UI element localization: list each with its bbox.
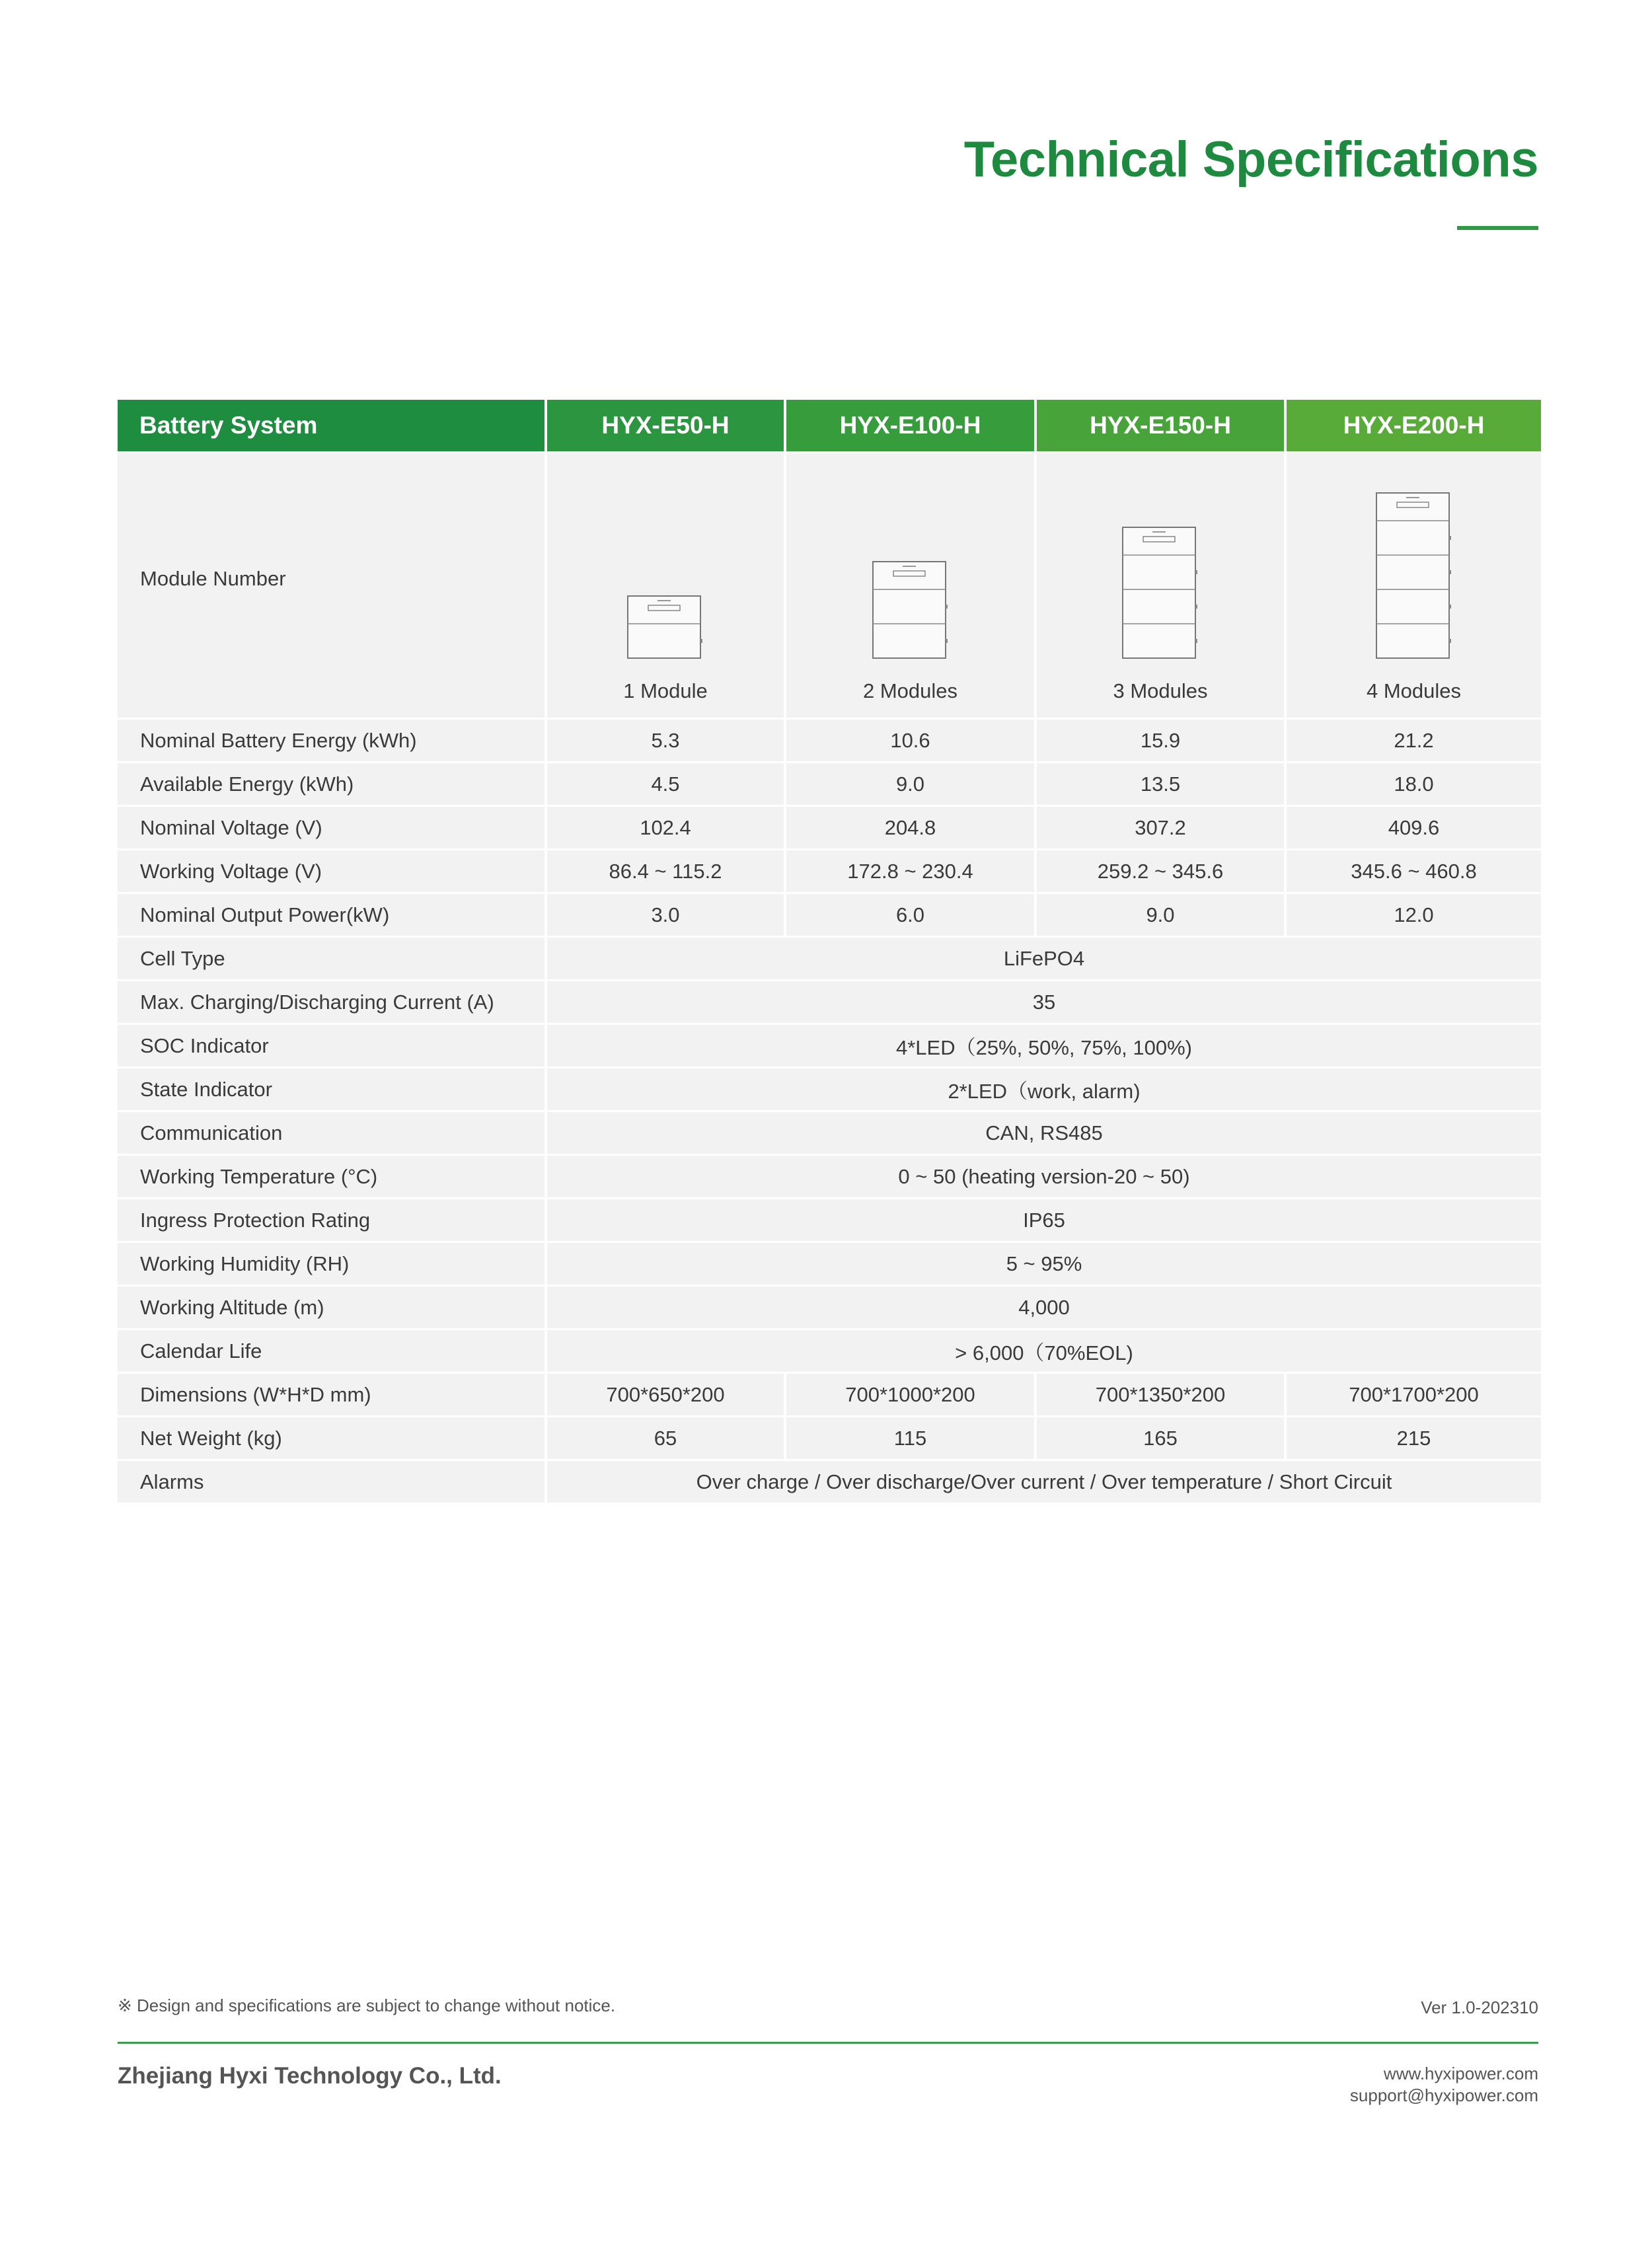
page-title: Technical Specifications — [963, 131, 1538, 188]
spec-value: 9.0 — [786, 763, 1034, 805]
spec-value-shared: CAN, RS485 — [547, 1112, 1541, 1154]
spec-row — [118, 1330, 1541, 1372]
spec-value: 4.5 — [547, 763, 784, 805]
spec-value: 21.2 — [1287, 720, 1541, 761]
disclaimer-note: ※ Design and specifications are subject to change without notice. — [118, 1996, 616, 2015]
email-link[interactable]: support@hyxipower.com — [1349, 2085, 1538, 2105]
spec-value: 172.8 ~ 230.4 — [786, 850, 1034, 892]
row-label: SOC Indicator — [118, 1025, 544, 1066]
module-count-label: 3 Modules — [1113, 679, 1208, 702]
spec-value-shared: 4,000 — [547, 1287, 1541, 1328]
spec-row — [118, 938, 1541, 979]
spec-value-shared: > 6,000（70%EOL) — [547, 1330, 1541, 1372]
spec-value: 700*1700*200 — [1287, 1374, 1541, 1415]
spec-value: 700*1000*200 — [786, 1374, 1034, 1415]
spec-value: 204.8 — [786, 807, 1034, 848]
spec-row — [118, 1112, 1541, 1154]
spec-row — [118, 894, 1541, 936]
spec-value: 700*650*200 — [547, 1374, 784, 1415]
version-label: Ver 1.0-202310 — [1421, 1998, 1538, 2017]
spec-row — [118, 1156, 1541, 1197]
header-model-e150: HYX-E150-H — [1037, 400, 1284, 451]
title-underline — [1457, 226, 1538, 230]
spec-value: 15.9 — [1037, 720, 1284, 761]
spec-value: 165 — [1037, 1417, 1284, 1459]
spec-value: 307.2 — [1037, 807, 1284, 848]
spec-value: 9.0 — [1037, 894, 1284, 936]
website-link[interactable]: www.hyxipower.com — [1383, 2064, 1538, 2083]
spec-value: 12.0 — [1287, 894, 1541, 936]
spec-row — [118, 720, 1541, 761]
module-cell-e100 — [786, 453, 1034, 718]
spec-value-shared: 5 ~ 95% — [547, 1243, 1541, 1285]
spec-row — [118, 763, 1541, 805]
spec-value: 102.4 — [547, 807, 784, 848]
header-model-e50: HYX-E50-H — [547, 400, 784, 451]
row-label: Ingress Protection Rating — [118, 1199, 544, 1241]
module-number-row — [118, 453, 1541, 718]
header-battery-system: Battery System — [118, 400, 544, 451]
spec-value: 3.0 — [547, 894, 784, 936]
row-label: State Indicator — [118, 1068, 544, 1110]
spec-row — [118, 1417, 1541, 1459]
table-header-row — [118, 400, 1541, 451]
row-label: Net Weight (kg) — [118, 1417, 544, 1459]
spec-value-shared: IP65 — [547, 1199, 1541, 1241]
row-label: Working Temperature (°C) — [118, 1156, 544, 1197]
battery-stack-icon — [626, 595, 704, 659]
module-cell-e50 — [547, 453, 784, 718]
row-label: Working Humidity (RH) — [118, 1243, 544, 1285]
row-label: Calendar Life — [118, 1330, 544, 1372]
spec-row — [118, 850, 1541, 892]
spec-value: 215 — [1287, 1417, 1541, 1459]
spec-value-shared: 0 ~ 50 (heating version-20 ~ 50) — [547, 1156, 1541, 1197]
spec-value: 86.4 ~ 115.2 — [547, 850, 784, 892]
battery-stack-icon — [1121, 526, 1199, 659]
spec-value: 345.6 ~ 460.8 — [1287, 850, 1541, 892]
row-label: Nominal Battery Energy (kWh) — [118, 720, 544, 761]
spec-value: 18.0 — [1287, 763, 1541, 805]
row-label: Alarms — [118, 1461, 544, 1503]
spec-row — [118, 1374, 1541, 1415]
row-label: Nominal Output Power(kW) — [118, 894, 544, 936]
footer-divider — [118, 2042, 1538, 2044]
spec-value-shared: LiFePO4 — [547, 938, 1541, 979]
module-count-label: 2 Modules — [862, 679, 958, 702]
header-model-e200: HYX-E200-H — [1287, 400, 1541, 451]
spec-value: 409.6 — [1287, 807, 1541, 848]
spec-value-shared: 4*LED（25%, 50%, 75%, 100%) — [547, 1025, 1541, 1066]
spec-row — [118, 1243, 1541, 1285]
module-count-label: 1 Module — [623, 679, 708, 702]
row-label: Working Voltage (V) — [118, 850, 544, 892]
spec-value: 259.2 ~ 345.6 — [1037, 850, 1284, 892]
spec-value: 65 — [547, 1417, 784, 1459]
module-count-label: 4 Modules — [1366, 679, 1462, 702]
spec-row — [118, 1199, 1541, 1241]
row-label: Working Altitude (m) — [118, 1287, 544, 1328]
module-cell-e150 — [1037, 453, 1284, 718]
spec-value: 700*1350*200 — [1037, 1374, 1284, 1415]
spec-value-shared: Over charge / Over discharge/Over current / Over temperature / Short Circuit — [547, 1461, 1541, 1503]
spec-value: 6.0 — [786, 894, 1034, 936]
row-label: Nominal Voltage (V) — [118, 807, 544, 848]
battery-stack-icon — [1375, 492, 1453, 659]
row-label: Cell Type — [118, 938, 544, 979]
row-label: Max. Charging/Discharging Current (A) — [118, 981, 544, 1023]
spec-row — [118, 1068, 1541, 1110]
spec-row — [118, 981, 1541, 1023]
battery-stack-icon — [872, 560, 950, 659]
spec-row — [118, 1287, 1541, 1328]
contact-info — [1350, 2063, 1538, 2107]
spec-row — [118, 807, 1541, 848]
row-label: Communication — [118, 1112, 544, 1154]
row-label: Dimensions (W*H*D mm) — [118, 1374, 544, 1415]
row-label: Available Energy (kWh) — [118, 763, 544, 805]
module-cell-e200 — [1287, 453, 1541, 718]
row-label: Module Number — [118, 453, 544, 718]
spec-value-shared: 35 — [547, 981, 1541, 1023]
company-name: Zhejiang Hyxi Technology Co., Ltd. — [118, 2063, 502, 2089]
spec-value: 10.6 — [786, 720, 1034, 761]
spec-value-shared: 2*LED（work, alarm) — [547, 1068, 1541, 1110]
spec-value: 5.3 — [547, 720, 784, 761]
spec-value: 13.5 — [1037, 763, 1284, 805]
header-model-e100: HYX-E100-H — [786, 400, 1034, 451]
spec-row — [118, 1025, 1541, 1066]
spec-row — [118, 1461, 1541, 1503]
spec-table — [115, 398, 1544, 1505]
spec-value: 115 — [786, 1417, 1034, 1459]
